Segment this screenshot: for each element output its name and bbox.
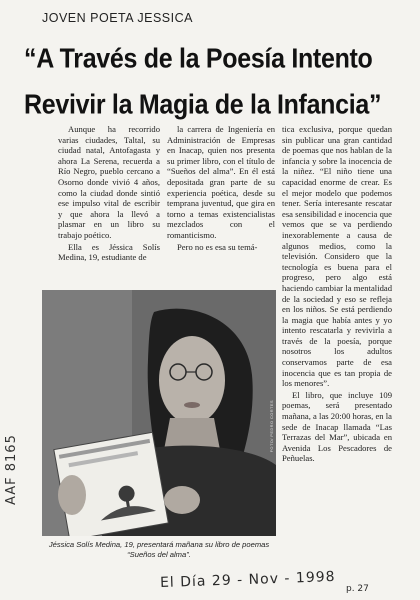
headline	[24, 36, 416, 128]
column-1-paragraph-1: Aunque ha recorrido varias ciudades, Taltal, su ciudad natal, Antofagasta y ahora La Serena, recuerda a Río Negro, pueblo cercano a Osorno donde vivió 4 años, como la ciudad donde sintió ese impulso vital de escribir y que ahora la llevó a plasmar en un libro su trabajo poético.	[58, 124, 160, 240]
article-column-1	[58, 124, 160, 263]
portrait-illustration	[42, 290, 276, 536]
photo-credit: FOTO/ PEDRO CORTES	[269, 400, 274, 453]
article-photo	[42, 290, 276, 536]
article-column-3	[282, 124, 392, 576]
section-label: JOVEN POETA JESSICA	[42, 11, 193, 25]
handwritten-source-date: El Día 29 - Nov - 1998	[159, 568, 336, 592]
column-2-paragraph-1: la carrera de Ingeniería en Administración de Empresas en Inacap, quien nos presenta su primer libro, con el título de “Sueños del alma”. En él está depositada gran parte de su experiencia poética, desde su temprana juventud, que gira en torno a temas existencialistas mezclados con el romanticismo.	[167, 124, 275, 240]
headline-line-1: “A Través de la Poesía Intento	[24, 42, 373, 75]
column-3-paragraph-2: El libro, que incluye 109 poemas, será presentado mañana, a las 20:00 horas, en la sede de Inacap llamada “Las Terrazas del Mar”, ubicada en Avenida Los Pescadores de Peñuelas.	[282, 389, 392, 464]
column-3-paragraph-1: tica exclusiva, porque quedan sin publicar una gran cantidad de poemas que nos hablan de la infancia y sobre la inocencia de la niñez. “El niño tiene una capacidad enorme de crear. Es el mejor modelo que podemos tener. Sería interesante rescatar esa sensibilidad e inocencia que vemos que se va perdiendo inexorablemente a causa de algunos medios, como la televisión. Considero que la tecnología es buena para el progreso, pero algo está haciendo cambiar la mentalidad de la sociedad y eso se refleja en los niños. Se está perdiendo la magia que había antes y yo intento rescatarla y revivirla a través de la poesía, porque nosotros los adultos conservamos parte de esa inocencia que es tan propia de los menores”.	[282, 124, 392, 389]
column-1-paragraph-2: Ella es Jéssica Solís Medina, 19, estudiante de	[58, 241, 160, 263]
handwritten-page-number: p. 27	[346, 584, 369, 594]
column-2-paragraph-2: Pero no es esa su temá-	[177, 241, 258, 252]
archive-code-note: AAF 8165	[4, 434, 19, 505]
photo-caption: Jéssica Solís Medina, 19, presentará mañana su libro de poemas “Sueños del alma”.	[48, 540, 270, 559]
headline-line-2: Revivir la Magia de la Infancia”	[24, 88, 382, 120]
article-column-2	[167, 124, 275, 252]
